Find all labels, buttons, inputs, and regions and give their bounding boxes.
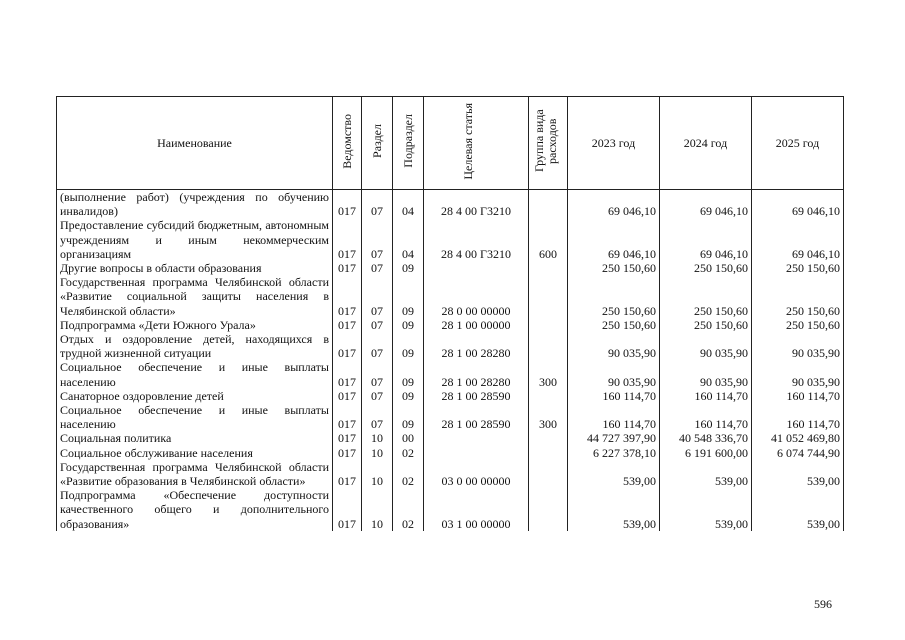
row-2023: 69 046,10 bbox=[568, 190, 660, 219]
row-2024: 90 035,90 bbox=[660, 360, 752, 388]
row-subsection: 04 bbox=[393, 218, 424, 261]
row-target: 28 1 00 28280 bbox=[424, 360, 529, 388]
header-subsection: Подраздел bbox=[393, 97, 424, 190]
table-row bbox=[57, 431, 844, 445]
row-group: 300 bbox=[529, 360, 568, 388]
row-subsection: 00 bbox=[393, 431, 424, 445]
row-section: 10 bbox=[362, 431, 393, 445]
row-2023: 250 150,60 bbox=[568, 318, 660, 332]
row-target: 28 1 00 28590 bbox=[424, 389, 529, 403]
row-name: Подпрограмма «Обеспечение доступности качественного общего и дополнительного образования» bbox=[57, 488, 333, 531]
header-group: Группа вида расходов bbox=[529, 97, 568, 190]
row-target: 28 1 00 00000 bbox=[424, 318, 529, 332]
row-group bbox=[529, 318, 568, 332]
header-dept: Ведомство bbox=[333, 97, 362, 190]
row-2023: 90 035,90 bbox=[568, 360, 660, 388]
row-target: 28 1 00 28590 bbox=[424, 403, 529, 431]
row-section: 10 bbox=[362, 460, 393, 488]
row-target: 28 4 00 Г3210 bbox=[424, 190, 529, 219]
table-row bbox=[57, 318, 844, 332]
row-group bbox=[529, 488, 568, 531]
row-2023: 539,00 bbox=[568, 460, 660, 488]
row-subsection: 09 bbox=[393, 318, 424, 332]
row-name: Подпрограмма «Дети Южного Урала» bbox=[57, 318, 333, 332]
row-group bbox=[529, 190, 568, 219]
row-target: 28 1 00 28280 bbox=[424, 332, 529, 360]
row-subsection: 02 bbox=[393, 460, 424, 488]
header-2025: 2025 год bbox=[752, 97, 844, 190]
row-2024: 6 191 600,00 bbox=[660, 446, 752, 460]
row-2024: 69 046,10 bbox=[660, 190, 752, 219]
row-2025: 250 150,60 bbox=[752, 318, 844, 332]
row-2025: 160 114,70 bbox=[752, 403, 844, 431]
table-row bbox=[57, 360, 844, 388]
row-target bbox=[424, 431, 529, 445]
row-dept: 017 bbox=[333, 488, 362, 531]
row-2025: 90 035,90 bbox=[752, 332, 844, 360]
row-2025: 69 046,10 bbox=[752, 190, 844, 219]
row-section: 07 bbox=[362, 318, 393, 332]
row-name: Санаторное оздоровление детей bbox=[57, 389, 333, 403]
header-2023: 2023 год bbox=[568, 97, 660, 190]
row-2023: 6 227 378,10 bbox=[568, 446, 660, 460]
row-dept: 017 bbox=[333, 190, 362, 219]
row-subsection: 09 bbox=[393, 332, 424, 360]
table-row bbox=[57, 446, 844, 460]
row-section: 07 bbox=[362, 218, 393, 261]
row-section: 07 bbox=[362, 389, 393, 403]
row-section: 07 bbox=[362, 261, 393, 275]
row-2023: 250 150,60 bbox=[568, 275, 660, 318]
row-dept: 017 bbox=[333, 389, 362, 403]
row-2024: 40 548 336,70 bbox=[660, 431, 752, 445]
row-2024: 250 150,60 bbox=[660, 261, 752, 275]
row-2024: 539,00 bbox=[660, 488, 752, 531]
row-2025: 250 150,60 bbox=[752, 261, 844, 275]
row-2023: 90 035,90 bbox=[568, 332, 660, 360]
row-2024: 160 114,70 bbox=[660, 389, 752, 403]
table-row bbox=[57, 332, 844, 360]
row-2025: 539,00 bbox=[752, 460, 844, 488]
row-group bbox=[529, 446, 568, 460]
row-name: Социальное обеспечение и иные выплаты населению bbox=[57, 360, 333, 388]
row-name: Государственная программа Челябинской области «Развитие социальной защиты населения в Челябинской области» bbox=[57, 275, 333, 318]
row-target bbox=[424, 261, 529, 275]
row-subsection: 04 bbox=[393, 190, 424, 219]
row-dept: 017 bbox=[333, 446, 362, 460]
row-2024: 69 046,10 bbox=[660, 218, 752, 261]
row-target bbox=[424, 446, 529, 460]
row-2023: 160 114,70 bbox=[568, 389, 660, 403]
header-name: Наименование bbox=[57, 97, 333, 190]
row-group bbox=[529, 460, 568, 488]
table-row bbox=[57, 190, 844, 219]
row-target: 03 1 00 00000 bbox=[424, 488, 529, 531]
table-body bbox=[57, 190, 844, 531]
row-target: 03 0 00 00000 bbox=[424, 460, 529, 488]
row-2025: 539,00 bbox=[752, 488, 844, 531]
header-row bbox=[57, 97, 844, 190]
row-target: 28 0 00 00000 bbox=[424, 275, 529, 318]
row-group bbox=[529, 261, 568, 275]
row-dept: 017 bbox=[333, 275, 362, 318]
row-section: 10 bbox=[362, 446, 393, 460]
row-section: 07 bbox=[362, 190, 393, 219]
table-row bbox=[57, 389, 844, 403]
row-subsection: 02 bbox=[393, 446, 424, 460]
row-subsection: 09 bbox=[393, 261, 424, 275]
row-2024: 539,00 bbox=[660, 460, 752, 488]
row-group: 300 bbox=[529, 403, 568, 431]
table-row bbox=[57, 218, 844, 261]
row-dept: 017 bbox=[333, 261, 362, 275]
row-2024: 250 150,60 bbox=[660, 318, 752, 332]
row-group bbox=[529, 275, 568, 318]
row-group: 600 bbox=[529, 218, 568, 261]
row-dept: 017 bbox=[333, 460, 362, 488]
row-section: 07 bbox=[362, 360, 393, 388]
row-dept: 017 bbox=[333, 318, 362, 332]
row-2025: 41 052 469,80 bbox=[752, 431, 844, 445]
row-2023: 539,00 bbox=[568, 488, 660, 531]
row-subsection: 09 bbox=[393, 403, 424, 431]
row-dept: 017 bbox=[333, 218, 362, 261]
row-subsection: 09 bbox=[393, 389, 424, 403]
row-dept: 017 bbox=[333, 360, 362, 388]
page-number: 596 bbox=[814, 597, 832, 611]
row-2025: 69 046,10 bbox=[752, 218, 844, 261]
row-name: Государственная программа Челябинской области «Развитие образования в Челябинской области» bbox=[57, 460, 333, 488]
table-row bbox=[57, 488, 844, 531]
row-name: Социальное обеспечение и иные выплаты населению bbox=[57, 403, 333, 431]
row-subsection: 09 bbox=[393, 275, 424, 318]
table-row bbox=[57, 261, 844, 275]
row-2025: 6 074 744,90 bbox=[752, 446, 844, 460]
row-section: 07 bbox=[362, 403, 393, 431]
row-subsection: 02 bbox=[393, 488, 424, 531]
row-group bbox=[529, 431, 568, 445]
header-section: Раздел bbox=[362, 97, 393, 190]
row-name: Отдых и оздоровление детей, находящихся в трудной жизненной ситуации bbox=[57, 332, 333, 360]
row-subsection: 09 bbox=[393, 360, 424, 388]
row-2024: 160 114,70 bbox=[660, 403, 752, 431]
row-group bbox=[529, 332, 568, 360]
row-section: 10 bbox=[362, 488, 393, 531]
row-2023: 160 114,70 bbox=[568, 403, 660, 431]
row-2024: 250 150,60 bbox=[660, 275, 752, 318]
row-2025: 160 114,70 bbox=[752, 389, 844, 403]
row-2025: 250 150,60 bbox=[752, 275, 844, 318]
row-dept: 017 bbox=[333, 403, 362, 431]
row-section: 07 bbox=[362, 332, 393, 360]
row-dept: 017 bbox=[333, 332, 362, 360]
row-name: (выполнение работ) (учреждения по обучению инвалидов) bbox=[57, 190, 333, 219]
row-group bbox=[529, 389, 568, 403]
row-2024: 90 035,90 bbox=[660, 332, 752, 360]
row-2023: 69 046,10 bbox=[568, 218, 660, 261]
row-2023: 44 727 397,90 bbox=[568, 431, 660, 445]
row-name: Предоставление субсидий бюджетным, автономным учреждениям и иным некоммерческим организациям bbox=[57, 218, 333, 261]
row-name: Другие вопросы в области образования bbox=[57, 261, 333, 275]
table-row bbox=[57, 460, 844, 488]
row-2023: 250 150,60 bbox=[568, 261, 660, 275]
table-row bbox=[57, 275, 844, 318]
budget-table bbox=[56, 96, 844, 531]
row-name: Социальное обслуживание населения bbox=[57, 446, 333, 460]
header-2024: 2024 год bbox=[660, 97, 752, 190]
row-target: 28 4 00 Г3210 bbox=[424, 218, 529, 261]
row-dept: 017 bbox=[333, 431, 362, 445]
table-row bbox=[57, 403, 844, 431]
row-section: 07 bbox=[362, 275, 393, 318]
row-2025: 90 035,90 bbox=[752, 360, 844, 388]
row-name: Социальная политика bbox=[57, 431, 333, 445]
header-target: Целевая статья bbox=[424, 97, 529, 190]
